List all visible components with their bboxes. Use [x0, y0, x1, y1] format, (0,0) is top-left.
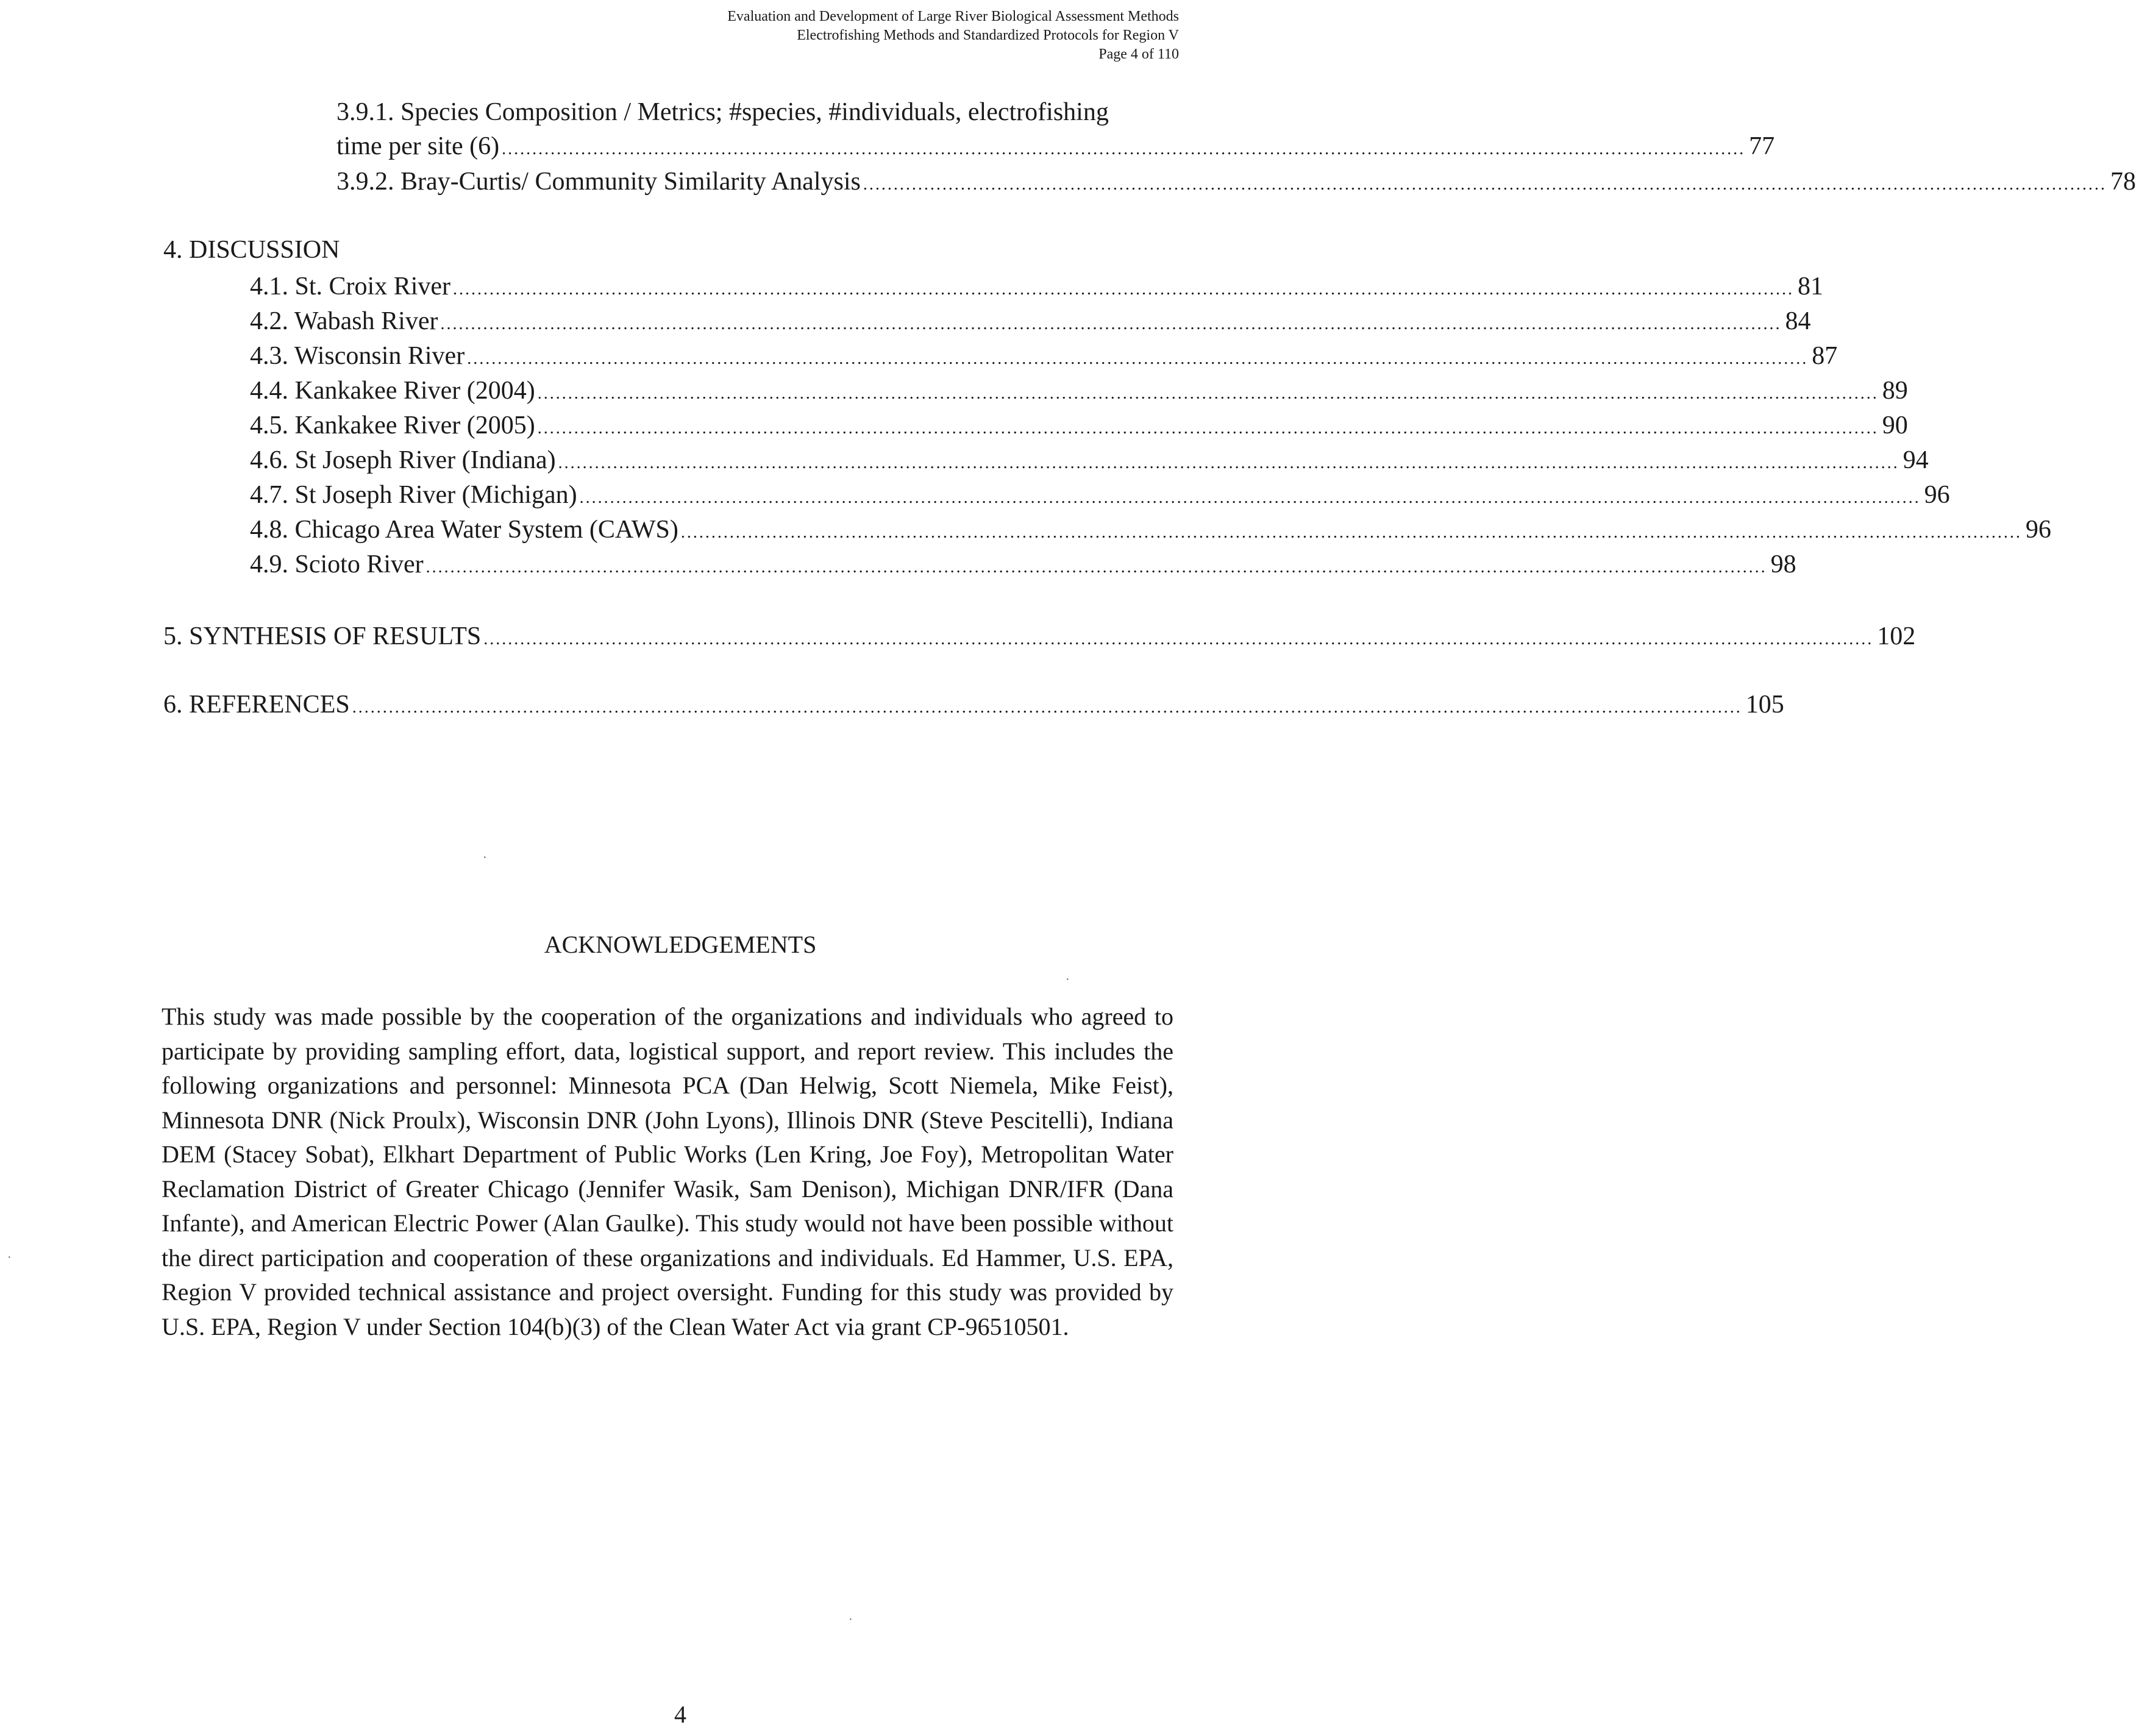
- toc-leader-dots: ............................................................................................................................................................................................................................: [440, 315, 1782, 333]
- toc-leader-dots: ............................................................................................................................................................................................................................: [425, 558, 1767, 577]
- toc-leader-dots: ............................................................................................................................................................................................................................: [537, 419, 1879, 438]
- toc-entry-text: 4.3. Wisconsin River: [250, 342, 465, 370]
- toc-entry-references[interactable]: [163, 688, 1784, 725]
- header-page-indicator: Page 4 of 110: [1098, 46, 1179, 62]
- toc-entry-page: 81: [1798, 272, 1824, 301]
- toc-leader-dots: ....................................................................................................................................................................................................................................: [352, 698, 1742, 717]
- toc-leader-dots: ............................................................................................................................................................................................................................: [537, 384, 1879, 403]
- toc-entry-4-7[interactable]: [250, 478, 1950, 515]
- page-number: 4: [674, 1701, 686, 1728]
- toc-entry-4-2[interactable]: [250, 304, 1811, 341]
- toc-entry-3-9-1[interactable]: [336, 129, 1775, 166]
- toc-leader-dots: ............................................................................................................................................................................................................................: [467, 349, 1809, 368]
- toc-entry-3-9-2[interactable]: [336, 165, 2136, 202]
- toc-entry-text: 4.8. Chicago Area Water System (CAWS): [250, 516, 678, 544]
- scan-speck: ·: [849, 1613, 853, 1626]
- toc-entry-page: 89: [1882, 377, 1908, 405]
- toc-entry-text: 3.9.2. Bray-Curtis/ Community Similarity Analysis: [336, 168, 861, 196]
- scan-speck: ·: [7, 1251, 12, 1264]
- toc-entry-page: 77: [1749, 132, 1775, 160]
- toc-leader-dots: ............................................................................................................................................................................................................................: [453, 280, 1795, 299]
- header-title-line: Evaluation and Development of Large River Biological Assessment Methods: [727, 9, 1179, 24]
- scan-speck: ·: [483, 851, 487, 864]
- toc-entry-4-6[interactable]: [250, 443, 1929, 480]
- toc-entry-page: 87: [1812, 342, 1838, 370]
- toc-entry-page: 98: [1770, 550, 1796, 578]
- toc-entry-page: 94: [1903, 446, 1929, 474]
- toc-entry-4-9[interactable]: [250, 547, 1796, 585]
- toc-entry-synthesis[interactable]: [163, 619, 1916, 656]
- toc-entry-page: 78: [2110, 168, 2136, 196]
- toc-heading-discussion[interactable]: 4. DISCUSSION: [163, 236, 340, 264]
- acknowledgements-title: ACKNOWLEDGEMENTS: [544, 931, 817, 958]
- toc-entry-4-3[interactable]: [250, 339, 1838, 376]
- toc-entry-4-5[interactable]: [250, 408, 1908, 446]
- toc-entry-text: 4.6. St Joseph River (Indiana): [250, 446, 556, 474]
- toc-entry-text: time per site (6): [336, 132, 500, 160]
- toc-entry-page: 102: [1877, 622, 1916, 650]
- toc-entry-text: 6. REFERENCES: [163, 691, 350, 719]
- toc-entry-page: 90: [1882, 411, 1908, 439]
- toc-entry-page: 105: [1745, 691, 1784, 719]
- toc-leader-dots: ............................................................................................................................................................................................................: [502, 140, 1746, 158]
- toc-leader-dots: ............................................................................................................................................................................................................................: [680, 523, 2022, 542]
- toc-entry-3-9-1-line1: 3.9.1. Species Composition / Metrics; #species, #individuals, electrofishing: [336, 98, 1109, 126]
- toc-entry-page: 96: [2025, 516, 2051, 544]
- toc-leader-dots: ............................................................................................................................................................................................................................: [579, 488, 1921, 507]
- toc-entry-page: 96: [1924, 481, 1950, 509]
- toc-entry-text: 4.1. St. Croix River: [250, 272, 451, 301]
- toc-entry-text: 4.5. Kankakee River (2005): [250, 411, 535, 439]
- toc-entry-4-4[interactable]: [250, 374, 1908, 411]
- toc-leader-dots: ............................................................................................................................................................................................................................: [558, 454, 1899, 472]
- toc-entry-4-1[interactable]: [250, 269, 1824, 307]
- toc-leader-dots: ....................................................................................................................................................................................................................................: [483, 630, 1874, 649]
- toc-leader-dots: ............................................................................................................................................................................................................: [863, 175, 2107, 194]
- scan-speck: ·: [1066, 973, 1070, 986]
- running-header: [727, 7, 1179, 64]
- toc-entry-text: 4.7. St Joseph River (Michigan): [250, 481, 577, 509]
- toc-entry-text: 4.2. Wabash River: [250, 307, 438, 335]
- toc-entry-4-8[interactable]: [250, 513, 2051, 550]
- toc-entry-text: 4.4. Kankakee River (2004): [250, 377, 535, 405]
- toc-entry-text: 4.9. Scioto River: [250, 550, 424, 578]
- toc-entry-page: 84: [1785, 307, 1811, 335]
- toc-entry-text: 5. SYNTHESIS OF RESULTS: [163, 622, 482, 650]
- header-subtitle-line: Electrofishing Methods and Standardized Protocols for Region V: [797, 27, 1179, 43]
- acknowledgements-body: This study was made possible by the cooperation of the organizations and individuals who agreed to participate by providing sampling effort, data, logistical support, and report review. This includes the following organizations and personnel: Minnesota PCA (Dan Helwig, Scott Niemela, Mike Feist), Minnesota DNR (Nick Proulx), Wisconsin DNR (John Lyons), Illinois DNR (Steve Pescitelli), Indiana DEM (Stacey Sobat), Elkhart Department of Public Works (Len Kring, Joe Foy), Metropolitan Water Reclamation District of Greater Chicago (Jennifer Wasik, Sam Denison), Michigan DNR/IFR (Dana Infante), and American Electric Power (Alan Gaulke). This study would not have been possible without the direct participation and cooperation of these organizations and individuals. Ed Hammer, U.S. EPA, Region V provided technical assistance and project oversight. Funding for this study was provided by U.S. EPA, Region V under Section 104(b)(3) of the Clean Water Act via grant CP-96510501.: [162, 1003, 1173, 1340]
